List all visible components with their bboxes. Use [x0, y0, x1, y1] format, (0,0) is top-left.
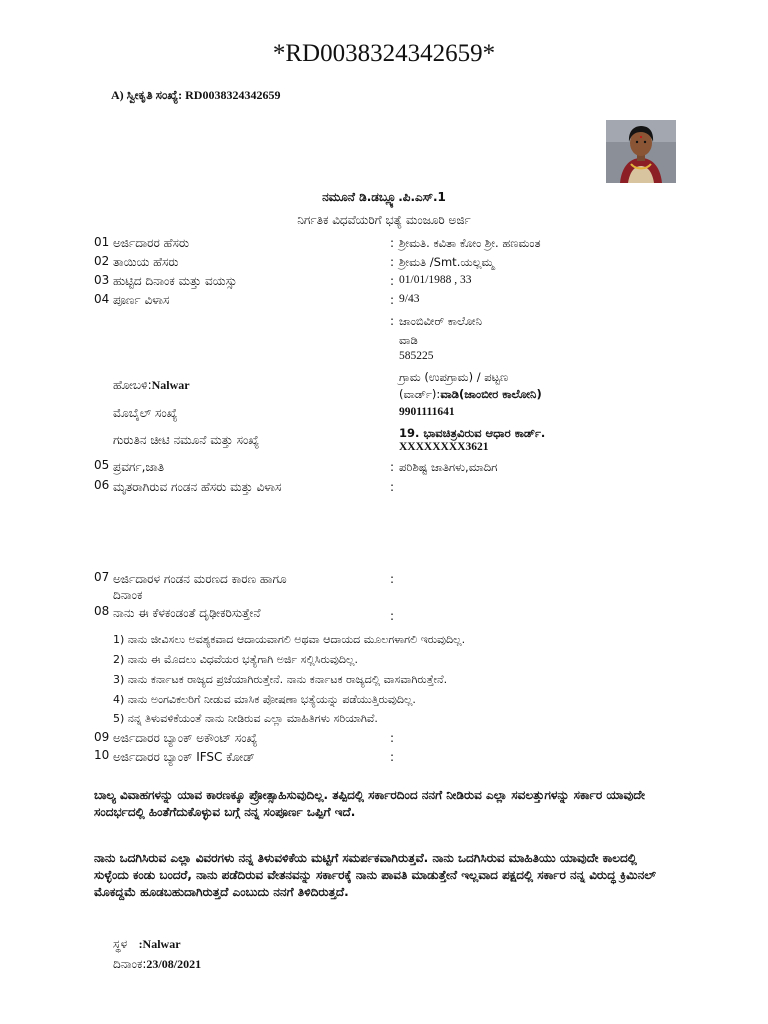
address-colony: ಜಾಂಬಿವೀರ್ ಕಾಲೋನಿ: [399, 314, 482, 328]
field-10-colon: :: [390, 750, 395, 764]
date-label: ದಿನಾಂಕ:: [113, 957, 147, 971]
field-09-label: ಅರ್ಜಿದಾರರ ಬ್ಯಾಂಕ್ ಅಕೌಂಟ್ ಸಂಖ್ಯೆ: [113, 731, 258, 745]
field-07-label-line1: ಅರ್ಜಿದಾರಳ ಗಂಡನ ಮರಣದ ಕಾರಣ ಹಾಗೂ: [113, 572, 287, 586]
place-value: :Nalwar: [138, 937, 181, 951]
field-08-number: 08: [94, 604, 110, 618]
declaration-item-4: 4) ನಾನು ಅಂಗವಿಕಲರಿಗೆ ನೀಡುವ ಮಾಸಿಕ ಪೋಷಣಾ ಭತ್ಯೆಯನ್ನು ಪಡೆಯುತ್ತಿರುವುದಿಲ್ಲ.: [113, 693, 416, 706]
mobile-label: ಮೊಬೈಲ್ ಸಂಖ್ಯೆ: [113, 406, 178, 420]
field-08-colon: :: [390, 609, 395, 623]
declaration-item-5: 5) ನನ್ನ ತಿಳುವಳಿಕೆಯಂತೆ ನಾನು ನೀಡಿರುವ ಎಲ್ಲಾ ಮಾಹಿತಿಗಳು ಸರಿಯಾಗಿವೆ.: [113, 712, 378, 725]
field-03-number: 03: [94, 273, 110, 287]
place-field: [113, 937, 181, 952]
field-01-number: 01: [94, 235, 110, 249]
declaration-item-2: 2) ನಾನು ಈ ಮೊದಲು ವಿಧವೆಯರ ಭತ್ಯೆಗಾಗಿ ಅರ್ಜಿ ಸಲ್ಲಿಸಿರುವುದಿಲ್ಲ.: [113, 653, 358, 666]
field-09-colon: :: [390, 731, 395, 745]
field-04-label: ಪೂರ್ಣ ವಿಳಾಸ: [113, 293, 170, 307]
form-title: ನಮೂನೆ ಡಿ.ಡಬ್ಲ್ಯೂ.ಪಿ.ಎಸ್.1: [322, 190, 446, 204]
applicant-photo: [606, 120, 676, 183]
field-04-number: 04: [94, 292, 110, 306]
field-05-colon: :: [390, 460, 395, 474]
hobli-label: ಹೋಬಳಿ:: [113, 378, 152, 392]
declaration-item-3: 3) ನಾನು ಕರ್ನಾಟಕ ರಾಜ್ಯದ ಪ್ರಜೆಯಾಗಿರುತ್ತೇನೆ. ನಾನು ಕರ್ನಾಟಕ ರಾಜ್ಯದಲ್ಲಿ ವಾಸವಾಗಿರುತ್ತೇನೆ.: [113, 673, 448, 686]
date-value: 23/08/2021: [146, 957, 202, 971]
field-06-colon: :: [390, 480, 395, 494]
field-05-label: ಪ್ರವರ್ಗ,ಜಾತಿ: [113, 460, 165, 474]
address-pincode: 585225: [399, 350, 434, 362]
field-02-label: ತಾಯಿಯ ಹೆಸರು: [113, 255, 179, 269]
field-06-number: 06: [94, 478, 110, 492]
ward-label: (ವಾರ್ಡ್):: [399, 387, 441, 401]
ward-field: [399, 387, 542, 402]
field-07-number: 07: [94, 570, 110, 584]
field-02-colon: :: [390, 255, 395, 269]
field-01-label: ಅರ್ಜಿದಾರರ ಹೆಸರು: [113, 236, 190, 250]
ward-value: ವಾಡಿ(ಜಾಂಬೀರ ಕಾಲೋನಿ): [440, 387, 542, 401]
field-03-label: ಹುಟ್ಟಿದ ದಿನಾಂಕ ಮತ್ತು ವಯಸ್ಸು: [113, 274, 237, 288]
field-05-value: ಪರಿಶಿಷ್ಟ ಜಾತಿಗಳು,ಮಾದಿಗ: [399, 460, 498, 474]
field-01-value: ಶ್ರೀಮತಿ. ಕವಿತಾ ಕೋಂ ಶ್ರೀ. ಹಣಮಂತ: [399, 236, 541, 250]
address-house: 9/43: [399, 293, 420, 305]
hobli-value: Nalwar: [151, 378, 190, 392]
field-01-colon: :: [390, 236, 395, 250]
field-10-label: ಅರ್ಜಿದಾರರ ಬ್ಯಾಂಕ್ IFSC ಕೋಡ್: [113, 750, 255, 764]
place-label: ಸ್ಥಳ: [113, 937, 128, 951]
field-03-colon: :: [390, 274, 395, 288]
field-08-label: ನಾನು ಈ ಕೆಳಕಂಡಂತೆ ದೃಢೀಕರಿಸುತ್ತೇನೆ: [113, 606, 261, 620]
mobile-value: 9901111641: [399, 406, 455, 418]
child-marriage-paragraph: ಬಾಲ್ಯ ವಿವಾಹಗಳನ್ನು ಯಾವ ಕಾರಣಕ್ಕೂ ಪ್ರೋತ್ಸಾಹಿಸುವುದಿಲ್ಲ. ತಪ್ಪಿದಲ್ಲಿ ಸರ್ಕಾರದಿಂದ ನನಗೆ ನೀಡಿರುವ ಎಲ್ಲಾ ಸವಲತ್ತುಗಳನ್ನು ಸರ್ಕಾರ ಯಾವುದೇ ಸಂದರ್ಭದಲ್ಲಿ ಹಿಂತೆಗೆದುಕೊಳ್ಳುವ ಬಗ್ಗೆ ನನ್ನ ಸಂಪೂರ್ಣ ಒಪ್ಪಿಗೆ ಇದೆ.: [94, 788, 645, 819]
field-04-colon: :: [390, 293, 395, 307]
id-value-line2: XXXXXXXX3621: [399, 441, 489, 453]
form-subtitle: ನಿರ್ಗತಿಕ ವಿಧವೆಯರಿಗೆ ಭತ್ಯೆ ಮಂಜೂರಿ ಅರ್ಜಿ: [297, 213, 471, 227]
field-09-number: 09: [94, 730, 110, 744]
barcode-text: *RD0038324342659*: [272, 40, 496, 67]
hobli-field: [113, 378, 190, 393]
date-field: [113, 957, 201, 972]
field-06-label: ಮೃತರಾಗಿರುವ ಗಂಡನ ಹೆಸರು ಮತ್ತು ವಿಳಾಸ: [113, 480, 282, 494]
field-10-number: 10: [94, 748, 110, 762]
ack-value: RD0038324342659: [185, 88, 281, 102]
address-colon: :: [390, 314, 395, 328]
field-02-value: ಶ್ರೀಮತಿ /Smt.ಯಲ್ಲಮ್ಮ: [399, 255, 494, 269]
address-town: ವಾಡಿ: [399, 333, 418, 347]
field-07-label-line2: ದಿನಾಂಕ: [113, 588, 143, 602]
village-label: ಗ್ರಾಮ (ಉಪಗ್ರಾಮ) / ಪಟ್ಟಣ: [399, 370, 509, 384]
field-03-value: 01/01/1988 , 33: [399, 274, 472, 286]
acknowledgement-number: [111, 88, 280, 103]
id-label: ಗುರುತಿನ ಚೀಟಿ ನಮೂನೆ ಮತ್ತು ಸಂಖ್ಯೆ: [113, 433, 260, 447]
field-05-number: 05: [94, 458, 110, 472]
truth-declaration-paragraph: ನಾನು ಒದಗಿಸಿರುವ ಎಲ್ಲಾ ವಿವರಗಳು ನನ್ನ ತಿಳುವಳಿಕೆಯ ಮಟ್ಟಿಗೆ ಸಮರ್ಪಕವಾಗಿರುತ್ತವೆ. ನಾನು ಒದಗಿಸಿರುವ ಮಾಹಿತಿಯು ಯಾವುದೇ ಕಾಲದಲ್ಲಿ ಸುಳ್ಳೆಂದು ಕಂಡು ಬಂದರೆ, ನಾನು ಪಡೆದಿರುವ ವೇತನವನ್ನು ಸರ್ಕಾರಕ್ಕೆ ನಾನು ಪಾವತಿ ಮಾಡುತ್ತೇನೆ ಇಲ್ಲವಾದ ಪಕ್ಷದಲ್ಲಿ ಸರ್ಕಾರ ನನ್ನ ವಿರುದ್ಧ ಕ್ರಿಮಿನಲ್ ಮೊಕದ್ದಮೆ ಹೂಡಬಹುದಾಗಿರುತ್ತದೆ ಎಂಬುದು ನನಗೆ ತಿಳಿದಿರುತ್ತದೆ.: [94, 851, 656, 899]
ack-label: A) ಸ್ವೀಕೃತಿ ಸಂಖ್ಯೆ:: [111, 88, 183, 102]
field-07-colon: :: [390, 572, 395, 586]
field-02-number: 02: [94, 254, 110, 268]
id-value-line1: 19. ಭಾವಚಿತ್ರವಿರುವ ಆಧಾರ ಕಾರ್ಡ್.: [399, 426, 546, 440]
declaration-item-1: 1) ನಾನು ಜೀವಿಸಲು ಅವಶ್ಯಕವಾದ ಆದಾಯವಾಗಲಿ ಅಥವಾ ಆದಾಯದ ಮೂಲಗಳಾಗಲಿ ಇರುವುದಿಲ್ಲ.: [113, 633, 466, 646]
